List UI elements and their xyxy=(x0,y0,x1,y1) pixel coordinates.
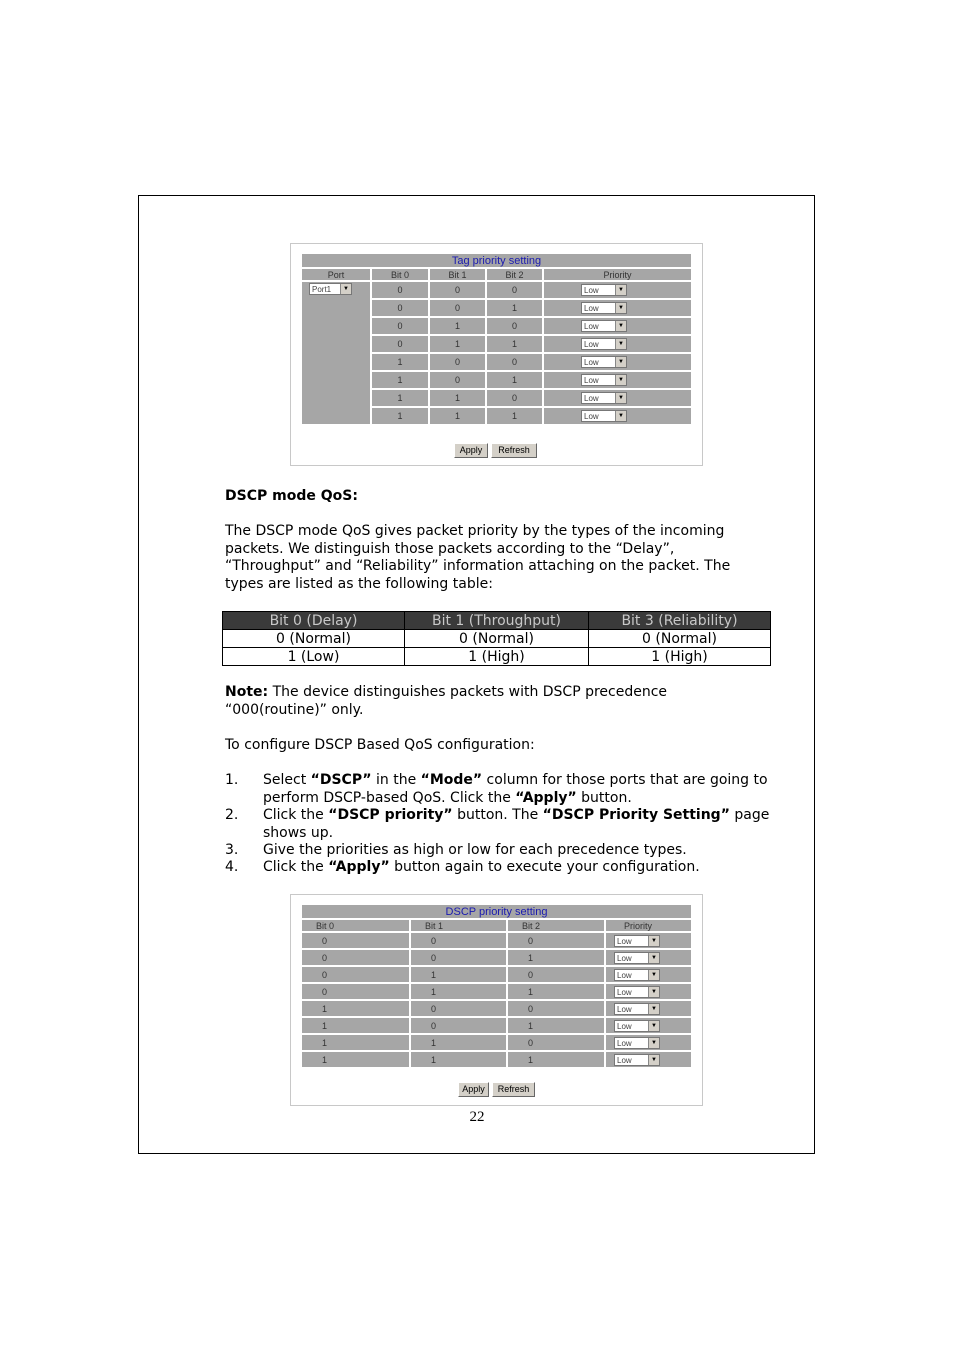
priority-select[interactable] xyxy=(614,1054,660,1066)
chevron-down-icon: ▼ xyxy=(340,284,351,294)
priority-select[interactable] xyxy=(614,1003,660,1015)
step-text xyxy=(263,859,783,877)
priority-cell xyxy=(606,950,691,965)
step-keyword: “DSCP” xyxy=(310,772,372,788)
chevron-down-icon: ▼ xyxy=(615,321,626,331)
step-keyword: “Apply” xyxy=(328,859,390,875)
bit-cell: 0 xyxy=(302,933,409,948)
chevron-down-icon: ▼ xyxy=(615,411,626,421)
priority-select[interactable] xyxy=(581,338,627,350)
priority-select-value: Low xyxy=(617,1021,632,1031)
chevron-down-icon: ▼ xyxy=(648,1055,659,1065)
step-text xyxy=(263,842,783,860)
col-header-priority: Priority xyxy=(544,269,691,280)
bit-cell: 0 xyxy=(411,1001,506,1016)
bit-cell: 0 xyxy=(430,282,485,298)
chevron-down-icon: ▼ xyxy=(615,339,626,349)
dscp-priority-caption: DSCP priority setting xyxy=(302,905,691,918)
priority-select-value: Low xyxy=(584,376,599,385)
bit-cell: 0 xyxy=(372,300,428,316)
col-header-port: Port xyxy=(302,269,370,280)
priority-select-value: Low xyxy=(584,304,599,313)
step-fragment: Click the xyxy=(263,859,329,875)
dscp-header-delay: Bit 0 (Delay) xyxy=(223,612,405,630)
chevron-down-icon: ▼ xyxy=(648,987,659,997)
bit-cell: 0 xyxy=(430,300,485,316)
configure-line: To configure DSCP Based QoS configuration: xyxy=(225,737,535,753)
priority-select[interactable] xyxy=(581,284,627,296)
dscp-header-reliability: Bit 3 (Reliability) xyxy=(589,612,771,630)
table-row xyxy=(223,648,771,666)
priority-select-value: Low xyxy=(584,412,599,421)
table-row xyxy=(302,1035,691,1050)
step-fragment: button again to execute your configuration. xyxy=(389,859,700,875)
bit-cell: 1 xyxy=(487,408,542,424)
priority-select-value: Low xyxy=(584,286,599,295)
priority-cell xyxy=(606,984,691,999)
bit-cell: 1 xyxy=(411,1052,506,1067)
chevron-down-icon: ▼ xyxy=(648,1038,659,1048)
bit-cell: 1 xyxy=(430,408,485,424)
intro-line: “Throughput” and “Reliability” information attaching on the packet. The xyxy=(225,558,731,574)
priority-select[interactable] xyxy=(614,1037,660,1049)
port-cell xyxy=(302,282,370,424)
bit-cell: 1 xyxy=(302,1035,409,1050)
bit-cell: 1 xyxy=(302,1018,409,1033)
chevron-down-icon: ▼ xyxy=(648,936,659,946)
bit-cell: 1 xyxy=(372,372,428,388)
table-row xyxy=(302,1001,691,1016)
table-row xyxy=(302,1052,691,1067)
step-keyword: “DSCP Priority Setting” xyxy=(542,807,730,823)
chevron-down-icon: ▼ xyxy=(615,303,626,313)
priority-select[interactable] xyxy=(581,392,627,404)
table-row xyxy=(302,933,691,948)
note-label: Note: xyxy=(225,684,269,700)
bit-cell: 1 xyxy=(430,336,485,352)
bit-cell: 0 xyxy=(411,1018,506,1033)
priority-select[interactable] xyxy=(581,356,627,368)
bit-cell: 1 xyxy=(372,390,428,406)
priority-select-value: Low xyxy=(617,953,632,963)
priority-select-value: Low xyxy=(584,394,599,403)
bit-cell: 1 xyxy=(411,1035,506,1050)
priority-select-value: Low xyxy=(617,987,632,997)
step-fragment: page shows up. xyxy=(263,807,770,841)
step-text xyxy=(263,772,783,807)
step-number: 3. xyxy=(225,842,239,858)
priority-cell xyxy=(544,372,691,388)
step-fragment: Click the xyxy=(263,807,329,823)
table-row xyxy=(302,950,691,965)
priority-select-value: Port1 xyxy=(312,285,332,294)
col-header-bit1: Bit 1 xyxy=(430,269,485,280)
priority-cell xyxy=(606,1052,691,1067)
priority-select-value: Low xyxy=(617,936,632,946)
bit-cell: 1 xyxy=(411,967,506,982)
bit-cell: 1 xyxy=(487,372,542,388)
step-keyword: “DSCP priority” xyxy=(328,807,453,823)
bit-cell: 1 xyxy=(508,1018,604,1033)
bit-cell: 0 xyxy=(508,1035,604,1050)
note-text-2: “000(routine)” only. xyxy=(225,701,364,718)
refresh-button[interactable]: Refresh xyxy=(491,443,537,458)
bit-cell: 1 xyxy=(487,336,542,352)
bit-cell: 1 xyxy=(430,390,485,406)
apply-button[interactable]: Apply xyxy=(454,443,488,458)
priority-select-value: Low xyxy=(584,340,599,349)
bit-cell: 0 xyxy=(430,354,485,370)
step-fragment: Give the priorities as high or low for each precedence types. xyxy=(263,842,687,858)
priority-cell xyxy=(606,933,691,948)
priority-cell xyxy=(544,354,691,370)
bit-cell: 0 xyxy=(508,1001,604,1016)
chevron-down-icon: ▼ xyxy=(615,375,626,385)
table-cell: 0 (Normal) xyxy=(223,630,405,648)
refresh-button[interactable]: Refresh xyxy=(492,1082,535,1097)
priority-select[interactable] xyxy=(614,986,660,998)
priority-cell xyxy=(606,1001,691,1016)
bit-cell: 0 xyxy=(487,390,542,406)
table-cell: 0 (Normal) xyxy=(405,630,589,648)
bit-cell: 0 xyxy=(372,336,428,352)
step-text xyxy=(263,807,783,842)
bit-cell: 1 xyxy=(372,354,428,370)
table-row xyxy=(302,282,691,298)
dscp-bits-table xyxy=(222,611,771,666)
table-cell: 0 (Normal) xyxy=(589,630,771,648)
table-row xyxy=(302,967,691,982)
step-keyword: “Apply” xyxy=(515,789,577,806)
priority-select-value: Low xyxy=(584,322,599,331)
bit-cell: 1 xyxy=(411,984,506,999)
priority-select-value: Low xyxy=(617,1038,632,1048)
priority-cell xyxy=(544,336,691,352)
priority-cell xyxy=(606,967,691,982)
bit-cell: 0 xyxy=(411,933,506,948)
priority-select-value: Low xyxy=(617,970,632,980)
priority-select[interactable] xyxy=(581,302,627,314)
chevron-down-icon: ▼ xyxy=(615,393,626,403)
bit-cell: 0 xyxy=(302,967,409,982)
col-header-bit0: Bit 0 xyxy=(302,920,409,931)
tag-priority-table xyxy=(300,252,693,426)
priority-cell xyxy=(544,408,691,424)
col-header-bit0: Bit 0 xyxy=(372,269,428,280)
bit-cell: 1 xyxy=(302,1052,409,1067)
priority-select[interactable] xyxy=(581,374,627,386)
chevron-down-icon: ▼ xyxy=(615,357,626,367)
priority-select[interactable] xyxy=(614,1020,660,1032)
note-paragraph xyxy=(225,684,785,719)
col-header-bit2: Bit 2 xyxy=(508,920,604,931)
chevron-down-icon: ▼ xyxy=(648,953,659,963)
dscp-header-throughput: Bit 1 (Throughput) xyxy=(405,612,589,630)
bit-cell: 0 xyxy=(411,950,506,965)
priority-cell xyxy=(544,390,691,406)
step-fragment: column for those ports that are going to perform DSCP-based QoS. Click the xyxy=(263,772,768,806)
dscp-priority-table xyxy=(300,903,693,1069)
bit-cell: 0 xyxy=(508,933,604,948)
table-row xyxy=(302,1018,691,1033)
priority-select-value: Low xyxy=(617,1055,632,1065)
table-row xyxy=(302,984,691,999)
section-title: DSCP mode QoS: xyxy=(225,488,358,504)
priority-select-value: Low xyxy=(584,358,599,367)
step-fragment: Select xyxy=(263,772,311,788)
chevron-down-icon: ▼ xyxy=(648,970,659,980)
chevron-down-icon: ▼ xyxy=(648,1004,659,1014)
priority-cell xyxy=(606,1018,691,1033)
col-header-bit2: Bit 2 xyxy=(487,269,542,280)
bit-cell: 1 xyxy=(508,984,604,999)
step-number: 2. xyxy=(225,807,239,823)
port-select[interactable] xyxy=(309,283,352,295)
intro-paragraph xyxy=(225,523,785,593)
tag-priority-panel xyxy=(290,243,703,466)
bit-cell: 0 xyxy=(508,967,604,982)
bit-cell: 1 xyxy=(430,318,485,334)
bit-cell: 1 xyxy=(372,408,428,424)
priority-select[interactable] xyxy=(614,952,660,964)
chevron-down-icon: ▼ xyxy=(648,1021,659,1031)
bit-cell: 0 xyxy=(302,950,409,965)
bit-cell: 0 xyxy=(487,318,542,334)
step-fragment: button. The xyxy=(452,807,543,823)
bit-cell: 0 xyxy=(372,282,428,298)
step-fragment: in the xyxy=(371,772,421,788)
bit-cell: 0 xyxy=(487,354,542,370)
bit-cell: 1 xyxy=(508,1052,604,1067)
tag-priority-caption: Tag priority setting xyxy=(302,254,691,267)
step-number: 4. xyxy=(225,859,239,875)
priority-select[interactable] xyxy=(581,320,627,332)
bit-cell: 0 xyxy=(430,372,485,388)
intro-line: packets. We distinguish those packets according to the “Delay”, xyxy=(225,540,675,557)
table-row xyxy=(223,630,771,648)
priority-select[interactable] xyxy=(614,969,660,981)
priority-select[interactable] xyxy=(614,935,660,947)
step-keyword: “Mode” xyxy=(420,772,483,788)
priority-cell xyxy=(606,1035,691,1050)
chevron-down-icon: ▼ xyxy=(615,285,626,295)
apply-button[interactable]: Apply xyxy=(458,1082,489,1097)
table-cell: 1 (High) xyxy=(589,648,771,666)
bit-cell: 0 xyxy=(302,984,409,999)
note-text: The device distinguishes packets with DSCP precedence xyxy=(268,684,668,700)
bit-cell: 1 xyxy=(508,950,604,965)
step-fragment: button. xyxy=(576,789,632,806)
table-cell: 1 (Low) xyxy=(223,648,405,666)
priority-cell xyxy=(544,318,691,334)
bit-cell: 1 xyxy=(487,300,542,316)
priority-select[interactable] xyxy=(581,410,627,422)
priority-select-value: Low xyxy=(617,1004,632,1014)
col-header-priority: Priority xyxy=(606,920,691,931)
table-cell: 1 (High) xyxy=(405,648,589,666)
dscp-priority-panel xyxy=(290,894,703,1106)
page-number: 22 xyxy=(469,1109,485,1125)
priority-cell xyxy=(544,282,691,298)
col-header-bit1: Bit 1 xyxy=(411,920,506,931)
bit-cell: 1 xyxy=(302,1001,409,1016)
bit-cell: 0 xyxy=(487,282,542,298)
priority-cell xyxy=(544,300,691,316)
step-number: 1. xyxy=(225,772,239,788)
intro-line: types are listed as the following table: xyxy=(225,575,493,592)
intro-line: The DSCP mode QoS gives packet priority by the types of the incoming xyxy=(225,523,725,539)
bit-cell: 0 xyxy=(372,318,428,334)
